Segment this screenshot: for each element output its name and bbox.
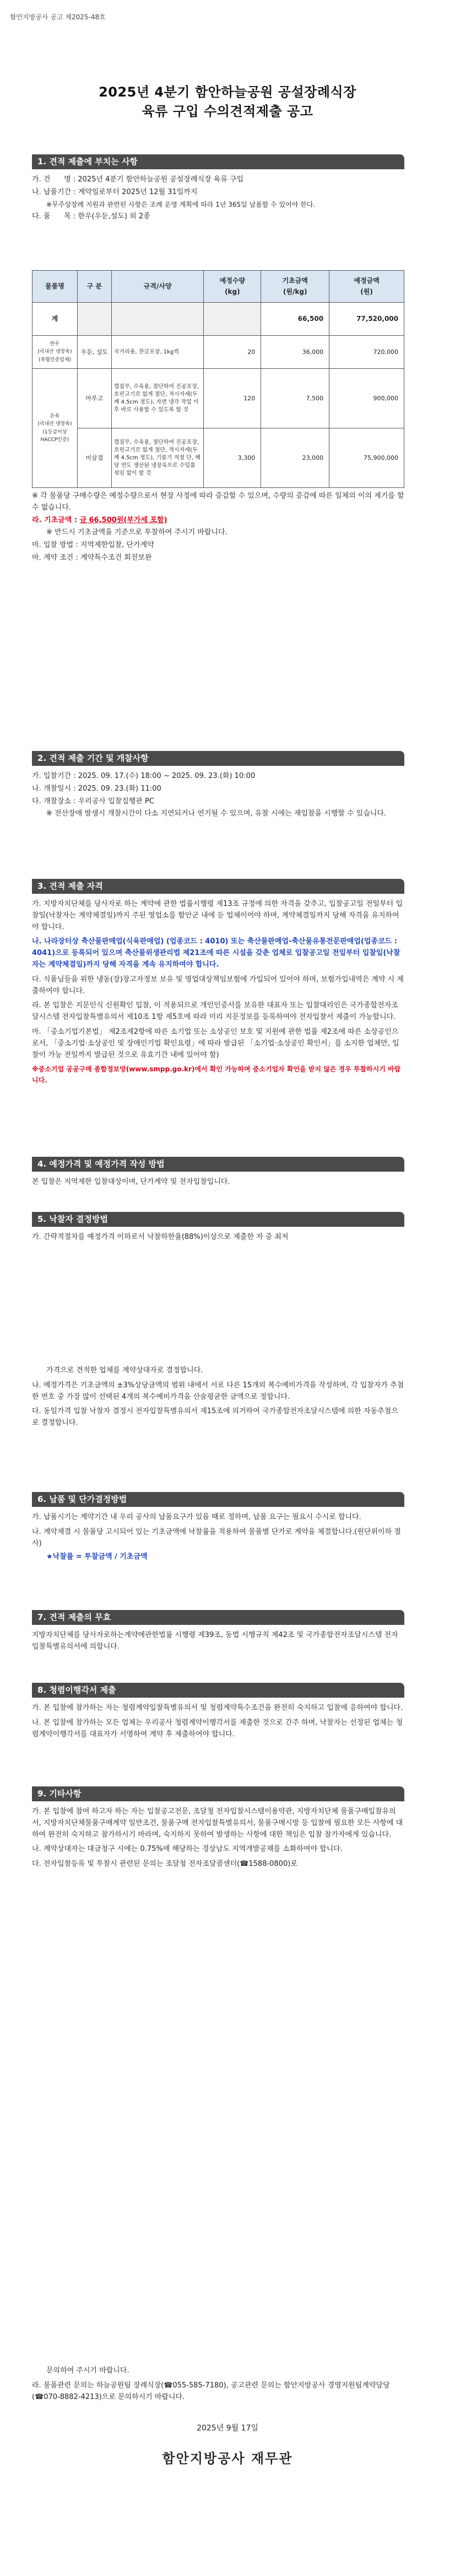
- s5-item-ga-cont: 가격으로 견적한 업체를 계약상대자로 결정합니다.: [46, 1366, 203, 1375]
- section-1-body: [32, 174, 404, 224]
- issuing-organization: 함안지방공사 재무관: [162, 2451, 293, 2466]
- announcement-date: 2025년 9월 17일: [197, 2424, 258, 2433]
- col-header: 구 분: [77, 271, 111, 303]
- s1-row-value: 한우(우둔,설도) 외 2종: [78, 212, 150, 221]
- s2-row-note: ※ 전산장애 발생시 개찰시간이 다소 지연되거나 연기될 수 있으며, 유찰 시에는 재입찰을 시행할 수 있습니다.: [46, 809, 387, 818]
- title-line-2: 육류 구입 수의견적제출 공고: [142, 103, 313, 119]
- item-division: 마루고: [77, 369, 111, 428]
- s1-row-label: 가. 건 명 :: [32, 175, 78, 184]
- base-price-note: ※ 반드시 기초금액을 기준으로 투찰하여 주시기 바랍니다.: [46, 528, 228, 537]
- s7-text: 지방자치단체를 당사자로하는계약에관한법률 시행령 제39조, 동법 시행규칙 제42조 및 국가종합전자조달시스템 전자입찰특별유의서에 의합니다.: [32, 1631, 398, 1651]
- item-base: 36,000: [261, 336, 329, 369]
- contract-conditions: 바. 계약 조건 : 계약특수조건 회전보완: [32, 553, 152, 562]
- s1-row-label: 다. 품 목 :: [32, 212, 78, 221]
- section-6-heading: 6. 납품 및 단가결정방법: [32, 1492, 404, 1507]
- col-header: 기초금액 (원/kg): [261, 271, 329, 303]
- section-2-body: [32, 771, 404, 821]
- section-4-body: [32, 1177, 404, 1189]
- s2-row-label: 가. 입찰기간 :: [32, 772, 78, 780]
- quantity-note: ※ 각 물품당 구매수량은 예정수량으로서 현장 사정에 따라 증감할 수 있으며, 수량의 증감에 따른 일체의 이의 제기를 할 수 없습니다.: [32, 492, 404, 512]
- item-name: 돈육 (국내산 냉장육) (1등급이상 HACCP인증): [32, 369, 78, 488]
- item-est: 900,000: [329, 369, 404, 428]
- section-4-heading: 4. 예정가격 및 예정가격 작성 방법: [32, 1157, 404, 1172]
- s3-item-na: 나. 나라장터상 축산물판매업(식육판매업) (업종코드 : 4010) 또는 축산물판매업-축산물유통전문판매업(업종코드 : 4041)으로 등록되어 있으며 축산물위생관리법 제21조에 따른 시설을 갖춘 업체로 입찰공고일 전일부터 입찰일(낙찰자는 계약체결일)까지 당해 자격을 계속 유지하여야 합니다.: [32, 937, 400, 969]
- s2-row-value: 2025. 09. 23.(화) 11:00: [78, 784, 161, 793]
- item-base: 23,000: [261, 428, 329, 488]
- item-est: 75,900,000: [329, 428, 404, 488]
- s2-row-label: 다. 개찰장소 :: [32, 797, 78, 806]
- items-table: [32, 270, 404, 488]
- base-price-label: 라. 기초금액 :: [32, 516, 80, 524]
- document-number: 함안지방공사 공고 제2025-48호: [10, 13, 106, 21]
- s4-text: 본 입찰은 지역제한 입찰대상이며, 단가계약 및 전자입찰입니다.: [32, 1178, 230, 1186]
- table-row: [32, 369, 404, 428]
- col-header: 물품명: [32, 271, 78, 303]
- table-row: [32, 428, 404, 488]
- s1-row-label: 나. 납품기간 :: [32, 187, 78, 196]
- s6-item-na: 나. 계약재결 시 물품당 고시되어 있는 기초금액에 낙찰률을 적용하여 물품별 단가로 계약을 체결합니다.(원단위이하 절사): [32, 1527, 401, 1548]
- title-line-1: 2025년 4분기 함안하늘공원 공설장례식장: [99, 84, 356, 100]
- section-3-body: [32, 899, 404, 1087]
- total-est: 77,520,000: [329, 303, 404, 336]
- item-base: 7,500: [261, 369, 329, 428]
- col-header: 예정금액 (원): [329, 271, 404, 303]
- section-9-heading: 9. 기타사항: [32, 1786, 404, 1801]
- item-qty: 3,300: [204, 428, 261, 488]
- s6-item-ga: 가. 납품시기는 계약기간 내 우리 공사의 납품요구가 있을 때로 정하며, 납품 요구는 필요시 수시로 합니다.: [32, 1513, 361, 1521]
- s8-item-na: 나. 본 입찰에 참가하는 모든 업체는 우리공사 청렴계약이행각서를 제출한 것으로 간주 하며, 낙찰자는 선정된 업체는 청렴계약이행각서를 대표자가 서명하여 계약 후 제출하여야 합니다.: [32, 1718, 403, 1738]
- s2-row-value: 2025. 09. 17.(수) 18:00 ~ 2025. 09. 23.(화) 10:00: [78, 772, 256, 780]
- item-division: 미삼겹: [77, 428, 111, 488]
- section-7-body: [32, 1630, 404, 1654]
- total-base: 66,500: [261, 303, 329, 336]
- s3-note: ※중소기업 공공구매 종합정보망(www.smpp.go.kr)에서 확인 가능하며 중소기업자 확인을 받지 않은 경우 투찰하시기 바랍니다.: [32, 1065, 401, 1084]
- s1-row-value: 2025년 4분기 함안하늘공원 공설장례식장 육류 구입: [78, 175, 244, 184]
- section-5-body-cont: [32, 1365, 404, 1430]
- s5-item-da: 다. 동일가격 입찰 낙찰자 결정시 전자입찰특별유의서 제15조에 의거하여 국가종합전자조달시스템에 의한 자동추첨으로 결정합니다.: [32, 1407, 398, 1427]
- table-row-total: [32, 303, 404, 336]
- s1-row-value: 계약일로부터 2025년 12월 31일까지: [78, 187, 198, 196]
- section-1-notes: [32, 491, 404, 565]
- s6-formula: ★낙찰률 = 투찰금액 / 기초금액: [46, 1553, 148, 1561]
- s3-item-ra: 라. 본 입찰은 지문인식 신원확인 입찰, 이 적용되므로 개인인증서를 보유한 대표자 또는 입찰대리인은 국가종합전자조달시스템 전자입찰특별유의서 제10조 1항 제5호에 따라 미리 지문정보를 등록하여야 전자입찰서 제출이 가능합니다.: [32, 1001, 398, 1022]
- section-9-body-cont: [32, 2365, 404, 2404]
- s3-item-ga: 가. 지방자치단체를 당사자로 하는 계약에 관한 법률시행령 제13조 규정에 의한 자격을 갖추고, 입찰공고일 전일부터 입찰일(낙찰자는 계약체결일)까지 주된 영업소를 함안군 내에 둔 업체이어야 하며, 계약체결일까지 당해 자격을 유지하여야 합니다.: [32, 900, 403, 931]
- s5-item-na: 나. 예정가격은 기초금액의 ±3%상당금액의 범위 내에서 서로 다른 15개의 복수예비가격을 작성하며, 각 입찰자가 추첨한 번호 중 가장 많이 선택된 4개의 복수예비가격을 산술평균한 금액으로 정합니다.: [32, 1381, 404, 1401]
- s3-item-da: 다. 식품님들을 위한 냉동(장)창고자정보 보유 및 영업대상책임보험에 가입되어 있어야 하며, 보험가입내역은 계약 시 제출하여야 합니다.: [32, 975, 404, 995]
- item-qty: 20: [204, 336, 261, 369]
- section-2-heading: 2. 견적 제출 기간 및 개찰사항: [32, 751, 404, 766]
- s9-item-ra: 라. 물품관련 문의는 하늘공원팀 장례식장(☎055-585-7180), 공고관련 문의는 함안지방공사 경영지원팀계약담당(☎070-8882-4213)으로 문의하시기 바랍니다.: [32, 2381, 390, 2401]
- item-spec: 껍질무, 수육용, 절단하여 진공포장, 흐린고기로 없게 절단, 적시자세(두께 4.5cm 정도), 기름기 적절 단, 해당 연도 생산된 냉장육으로 수입품 섞임 없이 할 것: [111, 428, 204, 488]
- s2-row-value: 우리공사 입찰집행관 PC: [78, 797, 154, 806]
- s9-item-da-cont: 문의하여 주시기 바랍니다.: [46, 2366, 129, 2375]
- total-label: 계: [32, 303, 78, 336]
- col-header: 예정수량 (kg): [204, 271, 261, 303]
- base-price-value: 금 66,500원(부가세 포함): [79, 516, 167, 524]
- section-9-body: [32, 1806, 404, 1871]
- section-8-heading: 8. 청렴이행각서 제출: [32, 1683, 404, 1698]
- bid-method: 마. 입찰 방법 : 지역제한입찰, 단가계약: [32, 541, 154, 550]
- col-header: 규격/사양: [111, 271, 204, 303]
- item-name: 한우 (국내산 냉장육) (축협인증업체): [32, 336, 78, 369]
- s2-row-label: 나. 개찰일시 :: [32, 784, 78, 793]
- item-spec: 국거리용, 잔금포장, 1kg씩: [111, 336, 204, 369]
- s9-item-ga: 가. 본 입찰에 참여 하고자 하는 자는 입찰공고전문, 조달청 전자입찰시스템이용약관, 지방자치단체 물품구매입찰유의서, 지방자치단체물품구매계약 일반조건, 물품구매 전자입찰특별유의서, 물품구매시방 등 입찰에 필요한 모든 사항에 대하여 완전히 숙지하고 참가하시기 바라며, 숙지하지 못하여 발생하는 사항에 대한 책임은 입찰 참가자에게 있습니다.: [32, 1807, 403, 1839]
- s9-item-na: 나. 계약상대자는 대금청구 시에는 0.75%에 해당하는 경상남도 지역개발공채를 소화하여야 합니다.: [32, 1845, 343, 1854]
- s1-row-note: ※무주상장례 지원과 관련된 사항은 조례 운영 계획에 따라 1년 365일 납품할 수 있어야 한다.: [46, 200, 316, 208]
- s3-item-ma: 마. 「중소기업기본법」 제2조제2항에 따른 소기업 또는 소상공인 보호 및 지원에 관한 법률 제2조에 따른 소상공인으로서, 「중소기업·소상공인 및 장애인기업 확인요령」에 따라 발급된 「소기업·소상공인 확인서」를 소지한 업체만, 입찰이 가능 전일까지 발급된 것으로 유효기간 내에 있어야 함): [32, 1027, 399, 1059]
- section-6-body: [32, 1512, 404, 1564]
- item-qty: 120: [204, 369, 261, 428]
- item-est: 720,000: [329, 336, 404, 369]
- section-5-heading: 5. 낙찰자 결정방법: [32, 1212, 404, 1227]
- page-title: [0, 83, 455, 121]
- item-spec: 껍질무, 수육용, 절단하여 진공포장, 흐린고기로 없게 절단, 적시자세(두께 4.5cm 정도), 자연 냉각 작업 이후 바로 사용할 수 있도록 할 것: [111, 369, 204, 428]
- s8-item-ga: 가. 본 입찰에 참가하는 자는 청렴계약입찰특별유의서 및 청렴계약특수조건을 완전히 숙지하고 입찰에 응하여야 합니다.: [32, 1704, 403, 1712]
- item-division: 우둔, 설도: [77, 336, 111, 369]
- section-3-heading: 3. 견적 제출 자격: [32, 879, 404, 894]
- section-5-body: [32, 1232, 404, 1244]
- table-row: [32, 336, 404, 369]
- s5-item-ga: 가. 간략적절차를 예정가격 이하로서 낙찰하한율(88%)이상으로 제출한 자 중 최저: [32, 1233, 289, 1241]
- section-1-heading: 1. 견적 제출에 부치는 사항: [32, 154, 404, 169]
- s9-item-da: 다. 전자입찰등록 및 투찰시 관련된 문의는 조달청 전자조달콜센터(☎1588-0800)로: [32, 1860, 297, 1869]
- section-8-body: [32, 1703, 404, 1741]
- section-7-heading: 7. 견적 제출의 무효: [32, 1610, 404, 1625]
